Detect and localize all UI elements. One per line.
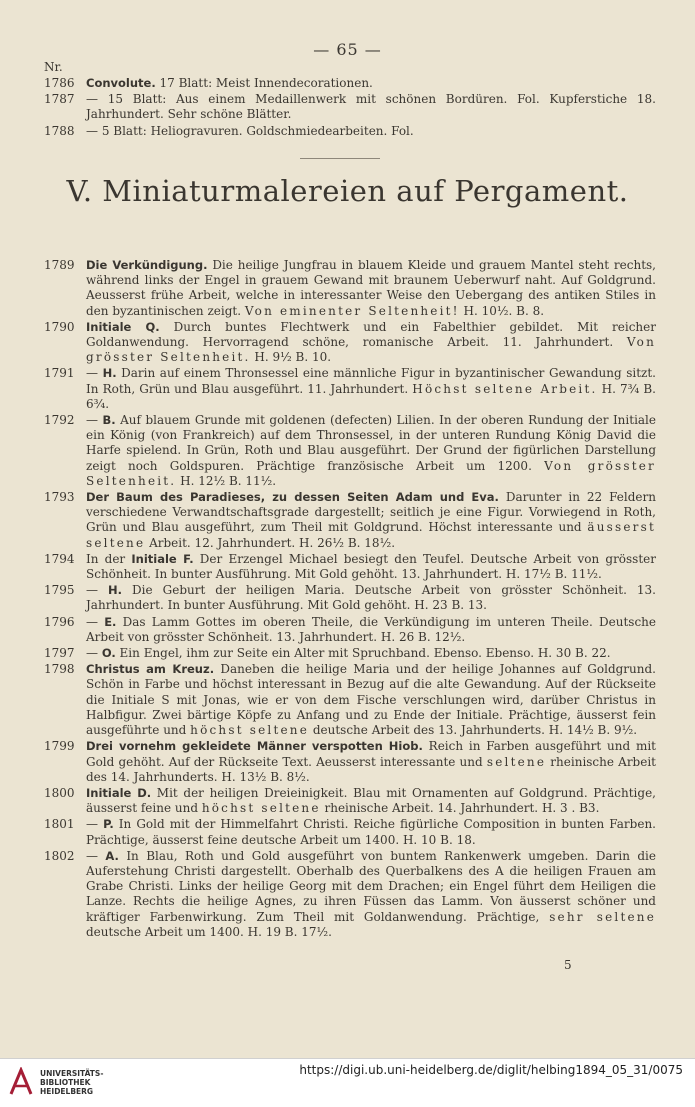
entry-number: 1790 <box>44 319 75 334</box>
entry-description: — 5 Blatt: Heliogravuren. Goldschmiedearbeiten. Fol. <box>86 123 414 138</box>
entry-number: 1787 <box>44 92 75 107</box>
entry-number: 1789 <box>44 258 75 272</box>
entry-emphasis: Von grösster Seltenheit. <box>86 335 656 365</box>
entry-text <box>86 786 656 816</box>
entry-text <box>86 92 656 122</box>
entry-emphasis: äusserst seltene <box>86 520 656 550</box>
catalog-entry <box>44 366 656 412</box>
entry-text <box>86 413 656 489</box>
entry-number: 1796 <box>44 614 75 629</box>
entry-heading: Der Baum des Paradieses, zu dessen Seiten Adam und Eva. <box>86 490 499 505</box>
entry-emphasis: höchst seltene <box>190 723 310 738</box>
entry-dimensions: deutsche Arbeit um 1400. H. 19 B. 17½. <box>86 924 332 939</box>
catalog-entry <box>44 583 656 613</box>
catalog-entry <box>44 320 656 366</box>
viewer-footer <box>0 1058 695 1107</box>
entry-prefix: In der <box>86 551 132 566</box>
entry-text <box>86 662 656 738</box>
entry-number: 1791 <box>44 366 75 381</box>
entry-description: In Gold mit der Himmelfahrt Christi. Reiche figürliche Composition in bunten Farben. Prächtige, äusserst feine deutsche Arbeit um 1400. H. 10 B. 18. <box>86 817 656 847</box>
page-number: — 65 — <box>313 40 382 59</box>
entry-dimensions: deutsche Arbeit des 13. Jahrhunderts. H. 14½ B. 9½. <box>309 723 638 738</box>
entry-heading: O. <box>101 646 116 661</box>
entry-heading: Initiale Q. <box>86 319 160 334</box>
entry-description: In Blau, Roth und Gold ausgeführt von buntem Rankenwerk umgeben. Darin die Auferstehung Christi dargestellt. Oberhalb des Querbalkens des A die heiligen Frauen am Grabe Christi. Links der heilige Georg mit dem Drachen; ein Engel führt dem Heiligen die Lanze. Rechts die heilige Agnes, zu ihren Füssen das Lamm. Von äusserst schöner und kräftiger Farbenwirkung. Zum Theil mit Goldanwendung. Prächtige, <box>86 848 656 924</box>
entry-number: 1802 <box>44 848 75 863</box>
catalog-entry <box>44 849 656 940</box>
entry-number: 1800 <box>44 785 75 800</box>
entry-heading: E. <box>104 614 117 629</box>
entry-description: Durch buntes Flechtwerk und ein Fabelthier gebildet. Mit reicher Goldanwendung. Hervorragend schöne, romanische Arbeit. 11. Jahrhundert. <box>86 319 656 350</box>
entry-heading: A. <box>105 848 119 863</box>
entry-description: Reich in Farben ausgeführt und mit Gold gehöht. Auf der Rückseite Text. Aeusserst interessante und <box>86 739 657 769</box>
catalog-entry <box>44 490 656 551</box>
entry-text <box>86 849 656 940</box>
entry-text <box>86 739 656 785</box>
entry-dimensions: Arbeit. 12. Jahrhundert. H. 26½ B. 18½. <box>145 535 396 550</box>
catalog-entry <box>44 552 656 582</box>
entry-emphasis: seltene <box>486 754 547 769</box>
entry-heading: Die Verkündigung. <box>86 258 208 272</box>
entry-text <box>86 76 656 91</box>
entry-number: 1793 <box>44 490 75 505</box>
catalog-entry <box>44 92 656 122</box>
university-library-logo[interactable] <box>8 1067 103 1097</box>
entry-dimensions: rheinische Arbeit. 14. Jahrhundert. H. 3 . B3. <box>320 801 600 816</box>
catalog-entry <box>44 817 656 847</box>
entry-dimensions: H. 12½ B. 11½. <box>176 473 277 488</box>
section-title: V. Miniaturmalereien auf Pergament. <box>66 174 629 208</box>
entry-text <box>86 646 656 661</box>
entry-text <box>86 124 656 139</box>
entry-description: 17 Blatt: Meist Innendecorationen. <box>155 76 373 90</box>
entry-heading: Drei vornehm gekleidete Männer verspotten Hiob. <box>86 739 423 754</box>
entry-emphasis: höchst seltene <box>201 801 321 816</box>
entry-text <box>86 583 656 613</box>
catalog-entry <box>44 786 656 816</box>
entry-heading: H. <box>102 366 117 381</box>
entry-description: Die heilige Jungfrau in blauem Kleide und grauem Mantel steht rechts, während links der Engel in grauem Gewand mit braunem Ueberwurf naht. Auf Goldgrund. Aeusserst frühe Arbeit, welche in interessanter Weise den Uebergang des antiken Stiles in den byzantinischen zeigt. <box>86 258 656 318</box>
catalog-entry <box>44 258 656 319</box>
entry-heading: P. <box>103 817 114 832</box>
entry-description: Darin auf einem Thronsessel eine männliche Figur in byzantinischer Gewandung sitzt. In Roth, Grün und Blau ausgeführt. 11. Jahrhundert. <box>86 366 656 396</box>
entry-prefix: — <box>86 614 105 629</box>
entry-prefix: — <box>86 366 103 381</box>
permalink-url[interactable]: https://digi.ub.uni-heidelberg.de/diglit/helbing1894_05_31/0075 <box>299 1063 683 1077</box>
entry-prefix: — <box>86 646 102 661</box>
entry-heading: H. <box>108 583 123 598</box>
entry-description: Das Lamm Gottes im oberen Theile, die Verkündigung im unteren Theile. Deutsche Arbeit von grösster Schönheit. 13. Jahrhundert. H. 26 B. 12½. <box>86 614 656 644</box>
entry-emphasis: Von grösster Seltenheit. <box>86 458 656 488</box>
entry-number: 1801 <box>44 817 75 832</box>
entry-heading: Convolute. <box>86 76 156 90</box>
entry-number: 1786 <box>44 76 75 90</box>
entry-number: 1795 <box>44 583 75 598</box>
catalog-entry <box>44 646 656 661</box>
entry-emphasis: Höchst seltene Arbeit. <box>412 381 598 396</box>
catalog-entries-top <box>44 76 656 140</box>
entry-number: 1794 <box>44 551 75 566</box>
entry-prefix: — <box>86 413 103 428</box>
catalog-entry <box>44 739 656 785</box>
entry-text <box>86 817 656 847</box>
section-divider <box>300 158 380 159</box>
entry-heading: Initiale D. <box>86 785 152 800</box>
entry-text <box>86 490 656 551</box>
catalog-entry <box>44 615 656 645</box>
catalog-entries-main <box>44 258 656 941</box>
catalog-entry <box>44 413 656 489</box>
entry-text <box>86 258 656 319</box>
entry-text <box>86 552 656 582</box>
entry-heading: Initiale F. <box>131 551 194 566</box>
entry-heading: Christus am Kreuz. <box>86 662 215 677</box>
entry-description: Ein Engel, ihm zur Seite ein Alter mit Spruchband. Ebenso. Ebenso. H. 30 B. 22. <box>115 646 611 661</box>
catalog-entry <box>44 662 656 738</box>
entry-prefix: — <box>86 817 104 832</box>
catalog-entry <box>44 124 656 139</box>
entry-dimensions: H. 9½ B. 10. <box>250 350 332 365</box>
entry-description: Die Geburt der heiligen Maria. Deutsche Arbeit von grösster Schönheit. 13. Jahrhundert. In bunter Ausführung. Mit Gold gehöht. H. 23 B. 13. <box>86 583 656 613</box>
entry-number: 1797 <box>44 646 75 661</box>
entry-text <box>86 366 656 412</box>
entry-number: 1799 <box>44 739 75 754</box>
signature-mark: 5 <box>564 958 572 972</box>
entry-description: Mit der heiligen Dreieinigkeit. Blau mit Ornamenten auf Goldgrund. Prächtige, äusserst feine und <box>86 785 656 816</box>
library-logo-text: UNIVERSITÄTS- BIBLIOTHEK HEIDELBERG <box>40 1068 104 1096</box>
nr-column-label: Nr. <box>44 60 63 74</box>
entry-description: — 15 Blatt: Aus einem Medaillenwerk mit schönen Bordüren. Fol. Kupferstiche 18. Jahrhundert. Sehr schöne Blätter. <box>86 92 656 122</box>
entry-dimensions: H. 7¾ B. 6¾. <box>86 381 656 411</box>
entry-number: 1798 <box>44 662 75 677</box>
entry-description: Der Erzengel Michael besiegt den Teufel. Deutsche Arbeit von grösster Schönheit. In bunter Ausführung. Mit Gold gehöht. 13. Jahrhundert. H. 17½ B. 11½. <box>86 551 657 582</box>
entry-emphasis: Von eminenter Seltenheit! <box>244 303 460 318</box>
entry-text <box>86 615 656 645</box>
entry-dimensions: rheinische Arbeit des 14. Jahrhunderts. H. 13½ B. 8½. <box>86 754 656 784</box>
entry-description: Auf blauem Grunde mit goldenen (defecten) Lilien. In der oberen Rundung der Initiale ein König (von Frankreich) auf dem Thronsessel, in der unteren Rundung König David die Harfe spielend. In Grün, Roth und Blau ausgeführt. Der Grund der figürlichen Darstellung zeigt noch Goldspuren. Prächtige französische Arbeit um 1200. <box>86 413 656 473</box>
entry-number: 1788 <box>44 123 75 138</box>
entry-description: Darunter in 22 Feldern verschiedene Verwandtschaftsgrade dargestellt; seitlich je eine Figur. Vorwiegend in Roth, Grün und Blau ausgeführt, zum Theil mit Goldgrund. Höchst interessante und <box>86 490 656 535</box>
entry-prefix: — <box>86 583 109 598</box>
entry-heading: B. <box>102 413 116 428</box>
entry-emphasis: sehr seltene <box>549 909 656 924</box>
entry-prefix: — <box>86 848 106 863</box>
entry-dimensions: H. 10½. B. 8. <box>459 303 545 318</box>
entry-text <box>86 320 656 366</box>
catalog-entry <box>44 76 656 91</box>
entry-description: Daneben die heilige Maria und der heilige Johannes auf Goldgrund. Schön in Farbe und höchst interessant in Bezug auf die alte Gewandung. Auf der Rückseite die Initiale S mit Jonas, wie er von dem Fische verschlungen wird, darüber Christus in Halbfigur. Zwei bärtige Köpfe zu Anfang und zu Ende der Initiale. Prächtige, äusserst fein ausgeführte und <box>86 662 656 738</box>
library-logo-icon <box>8 1067 34 1097</box>
entry-number: 1792 <box>44 413 75 428</box>
